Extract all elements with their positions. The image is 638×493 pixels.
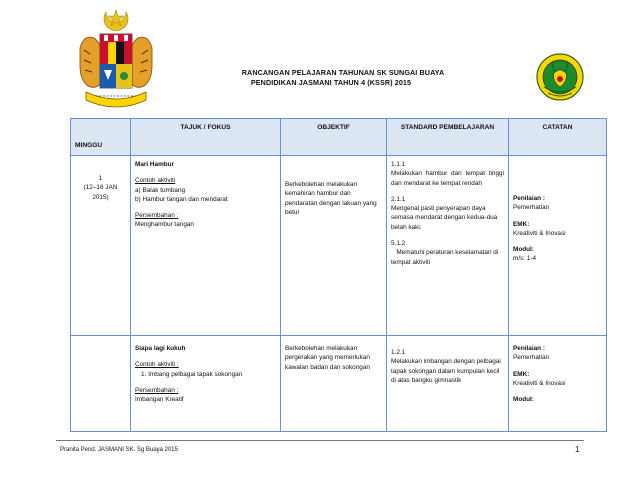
objektif-cell — [281, 336, 387, 432]
malaysia-coat-of-arms-icon — [76, 8, 156, 112]
sp-text: Mematuhi peraturan keselamatan di tempat aktiviti — [391, 249, 501, 266]
school-crest-icon — [536, 53, 584, 101]
header-standard: STANDARD PEMBELAJARAN — [387, 119, 509, 156]
contoh-label: Contoh aktiviti — [135, 177, 176, 185]
penilaian-label: Penilaian : — [513, 195, 545, 202]
penilaian-value: Pemerhatian — [513, 354, 550, 362]
footer-divider — [56, 440, 584, 441]
minggu-dates: (12–16 JAN 2015) — [83, 184, 118, 201]
tajuk-title: Siapa lagi kukuh — [135, 345, 186, 352]
header-objektif: OBJEKTIF — [281, 119, 387, 156]
contoh-item: a) Balak tumbang — [135, 186, 186, 194]
modul-label: Modul: — [513, 246, 534, 254]
sp-text: Melakukan hambur dari tempat tinggi dan mendarat ke tempat rendah — [391, 170, 504, 187]
emk-label: EMK: — [513, 370, 530, 378]
tajuk-cell — [131, 336, 281, 432]
persembahan-value: Imbangan Kreatif — [135, 396, 184, 404]
sp-text: Melakukan imbangan dengan pelbagai tapak sokongan dalam kumpulan kecil di atas bangku gimnastik — [391, 358, 501, 384]
tajuk-cell — [131, 156, 281, 336]
emk-label: EMK: — [513, 220, 530, 228]
sp-text: Mengenal pasti penyerapan daya semasa mendarat dengan kedua-dua belah kaki. — [391, 205, 498, 231]
contoh-item: b) Hambur tangan dan mendarat — [135, 195, 228, 203]
document-title: RANCANGAN PELAJARAN TAHUNAN SK SUNGAI BUAYA — [241, 68, 445, 77]
penilaian-value: Pemerhatian — [513, 204, 550, 212]
objektif-cell — [281, 156, 387, 336]
footer-text: Pranita Pend. JASMANI SK. Sg Buaya 2015 — [60, 446, 178, 453]
header-minggu: MINGGU — [71, 119, 131, 156]
sp-number: 2.1.1 — [391, 195, 406, 203]
header-catatan: CATATAN — [509, 119, 607, 156]
persembahan-value: Menghambur tangan — [135, 221, 194, 229]
emk-value: Kreativiti & Inovasi — [513, 379, 566, 387]
tajuk-title: Mari Hambur — [135, 161, 175, 168]
minggu-number: 1 — [98, 175, 103, 182]
penilaian-label: Penilaian : — [513, 345, 545, 352]
lesson-plan-table — [70, 118, 607, 432]
header-tajuk: TAJUK / FOKUS — [131, 119, 281, 156]
modul-label: Modul: — [513, 396, 534, 404]
contoh-item: 1. Imbang pelbagai tapak sokongan — [141, 370, 243, 378]
persembahan-label: Persembahan : — [135, 386, 179, 394]
page-number: 1 — [575, 445, 580, 454]
minggu-cell — [71, 336, 131, 432]
sp-number: 1.1.1 — [391, 161, 406, 168]
sp-number: 1.2.1 — [391, 349, 406, 356]
sp-number: 5.1.2 — [391, 239, 406, 247]
contoh-label: Contoh aktiviti : — [135, 361, 179, 369]
table-row — [71, 336, 607, 432]
catatan-cell — [509, 156, 607, 336]
objektif-text: Berkebolehan melakukan pergerakan yang memerlukan kawalan badan dan sokongan — [285, 345, 370, 371]
document-subtitle: PENDIDIKAN JASMANI TAHUN 4 (KSSR) 2015 — [250, 78, 412, 87]
emk-value: Kreativiti & Inovasi — [513, 229, 566, 237]
catatan-cell — [509, 336, 607, 432]
table-header-row — [71, 119, 607, 156]
minggu-cell — [71, 156, 131, 336]
standard-cell — [387, 336, 509, 432]
modul-value: m/s: 1-4 — [513, 255, 537, 263]
standard-cell — [387, 156, 509, 336]
persembahan-label: Persembahan : — [135, 212, 179, 220]
objektif-text: Berkebolehan melakukan kemahiran hambur dan pendaratan dengan lakuan yang betul — [285, 181, 377, 216]
table-row — [71, 156, 607, 336]
